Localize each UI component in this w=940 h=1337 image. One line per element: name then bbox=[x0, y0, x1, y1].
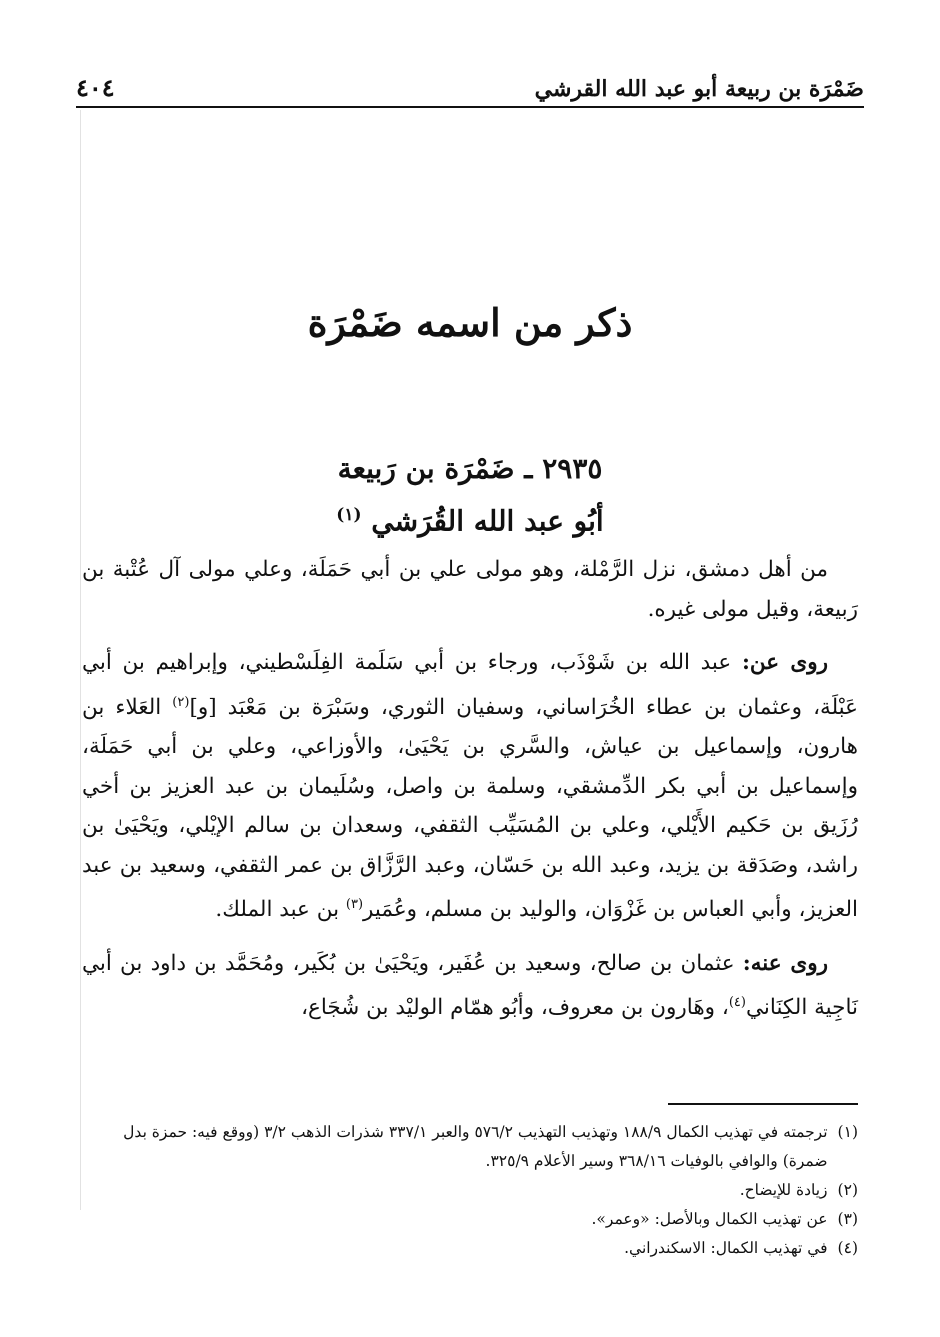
running-header bbox=[76, 60, 864, 108]
main-text bbox=[82, 550, 858, 1042]
narrated-from-text-2: العَلاء بن هارون، وإسماعيل بن عياش، والسَّري بن يَحْيَىٰ، والأوزاعي، وعلي بن أبي حَمَلَة، وإسماعيل بن أبي بكر الدِّمشقي، وسلمة بن واصل، وسُلَيمان بن عبد العزيز بن أخي رُزَيق بن حَكيم الأَيْلي، وعلي بن المُسَيِّب الثقفي، وسعدان بن سالم الإيْلي، ويَحْيَىٰ بن راشد، وصَدَقة بن يزيد، وعبد الله بن حَسّان، وعبد الرَّزَّاق بن عمر الثقفي، وسعيد بن عبد العزيز، وأبي العباس بن غَزْوَان، والوليد بن مسلم، وعُمَير bbox=[82, 694, 858, 923]
running-title: ضَمْرَة بن ربيعة أبو عبد الله القرشي bbox=[534, 76, 864, 102]
footnote-number: (١) bbox=[837, 1123, 858, 1141]
bio-paragraph: من أهل دمشق، نزل الرَّمْلة، وهو مولى علي بن أبي حَمَلَة، وعلي مولى آل عُتْبة بن رَبيعة، وقيل مولى غيره. bbox=[82, 557, 858, 622]
narrated-by-text-1: عثمان بن صالح، وسعيد بن عُفَير، ويَحْيَىٰ بن بُكَير، ومُحَمَّد بن داود بن أبي نَاجِية الكِنَاني bbox=[82, 950, 858, 1021]
footnote-3 bbox=[82, 1205, 858, 1234]
section-title: ذكر من اسمه ضَمْرَة bbox=[307, 300, 633, 345]
footnote-text: زيادة للإيضاح. bbox=[739, 1181, 828, 1199]
narrated-by-text-2: ، وهَارون بن معروف، وأبُو همّام الوليْد بن شُجَاع، bbox=[301, 995, 729, 1021]
footnote-1 bbox=[82, 1118, 858, 1176]
narrated-from-label: روى عن: bbox=[741, 650, 828, 675]
footnote-ref-2: (٢) bbox=[172, 694, 190, 710]
footnote-2 bbox=[82, 1176, 858, 1205]
footnote-4 bbox=[82, 1234, 858, 1263]
footnote-number: (٣) bbox=[837, 1210, 858, 1228]
entry-heading-name: أبُو عبد الله القُرَشي bbox=[371, 504, 604, 538]
page-number: ٤٠٤ bbox=[76, 73, 115, 102]
margin-line bbox=[80, 110, 81, 1210]
footnote-number: (٢) bbox=[837, 1181, 858, 1199]
footnote-text: عن تهذيب الكمال وبالأصل: «وعمر». bbox=[591, 1210, 828, 1228]
narrated-by-label: روى عنه: bbox=[742, 950, 829, 976]
entry-heading-line2 bbox=[0, 492, 940, 544]
narrated-by-paragraph bbox=[82, 944, 858, 1028]
entry-heading-line1: ٢٩٣٥ ـ ضَمْرَة بن رَبيعة bbox=[337, 452, 603, 485]
footnote-ref-1: (١) bbox=[336, 505, 362, 525]
footnote-separator bbox=[668, 1103, 858, 1105]
narrated-from-text-3: بن عبد الملك. bbox=[215, 897, 346, 923]
narrated-from-text-1: عبد الله بن شَوْذَب، ورجاء بن أبي سَلَمة الفِلَسْطيني، وإبراهيم بن أبي عَبْلَة، وعثمان بن عطاء الخُرَاساني، وسفيان الثوري، وسَبْرَة بن مَعْبَد [و] bbox=[82, 650, 858, 720]
footnote-ref-4: (٤) bbox=[728, 995, 746, 1011]
footnote-text: في تهذيب الكمال: الاسكندراني. bbox=[624, 1239, 828, 1257]
footnote-ref-3: (٣) bbox=[345, 897, 364, 913]
narrated-from-paragraph bbox=[82, 643, 858, 930]
footnote-text: ترجمته في تهذيب الكمال ١٨٨/٩ وتهذيب التهذيب ٥٧٦/٢ والعبر ٣٣٧/١ شذرات الذهب ٣/٢ (ووقع فيه: حمزة بدل ضمرة) والوافي بالوفيات ٣٦٨/١٦ وسير الأعلام ٣٢٥/٩. bbox=[123, 1123, 828, 1170]
footnotes bbox=[82, 1118, 858, 1263]
entry-heading bbox=[0, 446, 940, 544]
footnote-number: (٤) bbox=[837, 1239, 858, 1257]
